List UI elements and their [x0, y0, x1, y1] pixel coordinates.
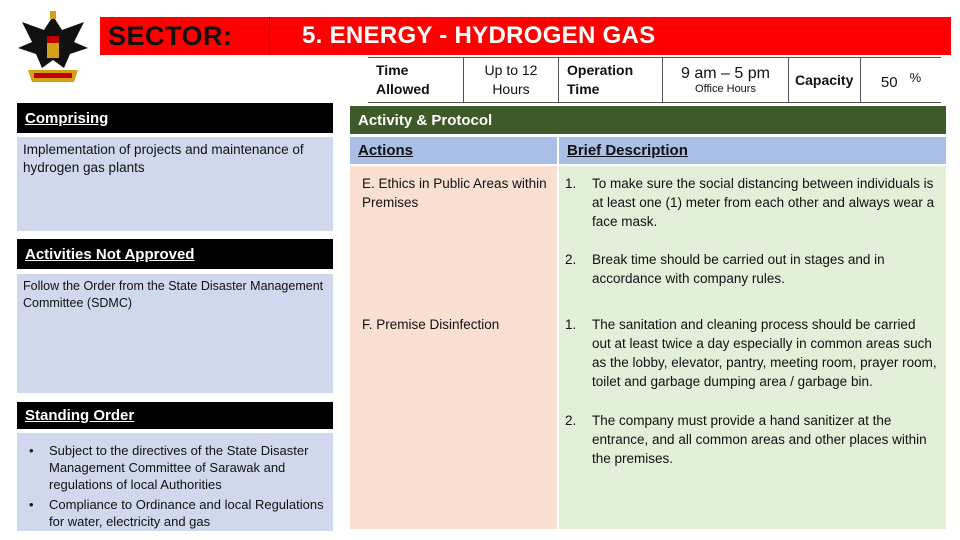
description-text: Break time should be carried out in stages and in accordance with company rules.	[592, 252, 885, 286]
description-number: 1.	[565, 176, 577, 191]
not-approved-panel	[17, 274, 333, 393]
capacity-value: 50	[880, 73, 898, 91]
description-text: The sanitation and cleaning process should be carried out at least twice a day especially in common areas such as the lobby, elevator, pantry, meeting room, prayer room, toilet and garbage dumping area / garbage bin.	[592, 317, 937, 389]
comprising-text: Implementation of projects and maintenance of hydrogen gas plants	[23, 142, 304, 175]
list-item: • Compliance to Ordinance and local Regulations for water, electricity and gas	[19, 496, 331, 530]
description-text: The company must provide a hand sanitizer at the entrance, and all common areas and other places within the premises.	[592, 413, 927, 466]
activity-protocol-heading: Activity & Protocol	[350, 106, 946, 134]
actions-column-header: Actions	[350, 137, 557, 164]
standing-order-panel	[17, 433, 333, 531]
comprising-heading: Comprising	[17, 103, 333, 133]
capacity-label-cell	[789, 58, 861, 102]
description-item	[565, 411, 937, 468]
time-allowed-label-cell	[368, 58, 464, 102]
standing-order-list	[19, 442, 331, 530]
description-number: 2.	[565, 413, 577, 428]
description-column-header: Brief Description	[559, 137, 946, 164]
operation-time-value-cell	[663, 58, 789, 102]
sector-banner	[100, 17, 951, 55]
standing-order-heading: Standing Order	[17, 402, 333, 429]
description-number: 1.	[565, 317, 577, 332]
time-allowed-label: Time Allowed	[376, 62, 430, 97]
description-text: To make sure the social distancing between individuals is at least one (1) meter from each other and always wear a face mask.	[592, 176, 935, 229]
description-item	[565, 250, 937, 288]
not-approved-text: Follow the Order from the State Disaster Management Committee (SDMC)	[23, 279, 324, 310]
capacity-label: Capacity	[795, 71, 854, 88]
time-allowed-value-cell	[464, 58, 559, 102]
description-item	[565, 315, 937, 391]
actions-column	[350, 166, 557, 529]
capacity-unit: %	[909, 69, 922, 85]
action-ethics-public-areas: E. Ethics in Public Areas within Premises	[362, 176, 547, 210]
sector-title: 5. ENERGY - HYDROGEN GAS	[302, 22, 656, 49]
operation-time-label-cell	[559, 58, 663, 102]
not-approved-heading: Activities Not Approved	[17, 239, 333, 269]
sarawak-coat-of-arms-icon	[14, 8, 92, 88]
capacity-value-cell	[861, 58, 941, 102]
operation-time-note: Office Hours	[695, 83, 756, 95]
time-allowed-value: Up to 12 Hours	[484, 62, 538, 97]
comprising-panel	[17, 137, 333, 231]
operation-time-value: 9 am – 5 pm	[681, 65, 770, 82]
description-column	[559, 166, 946, 529]
operation-time-label: Operation Time	[567, 62, 634, 97]
info-bar	[368, 57, 941, 103]
action-premise-disinfection: F. Premise Disinfection	[362, 317, 500, 332]
description-number: 2.	[565, 252, 577, 267]
list-item: • Subject to the directives of the State Disaster Management Committee of Sarawak and regulations of local Authorities	[19, 442, 331, 493]
description-item	[565, 174, 937, 231]
sector-label: SECTOR:	[100, 17, 270, 55]
